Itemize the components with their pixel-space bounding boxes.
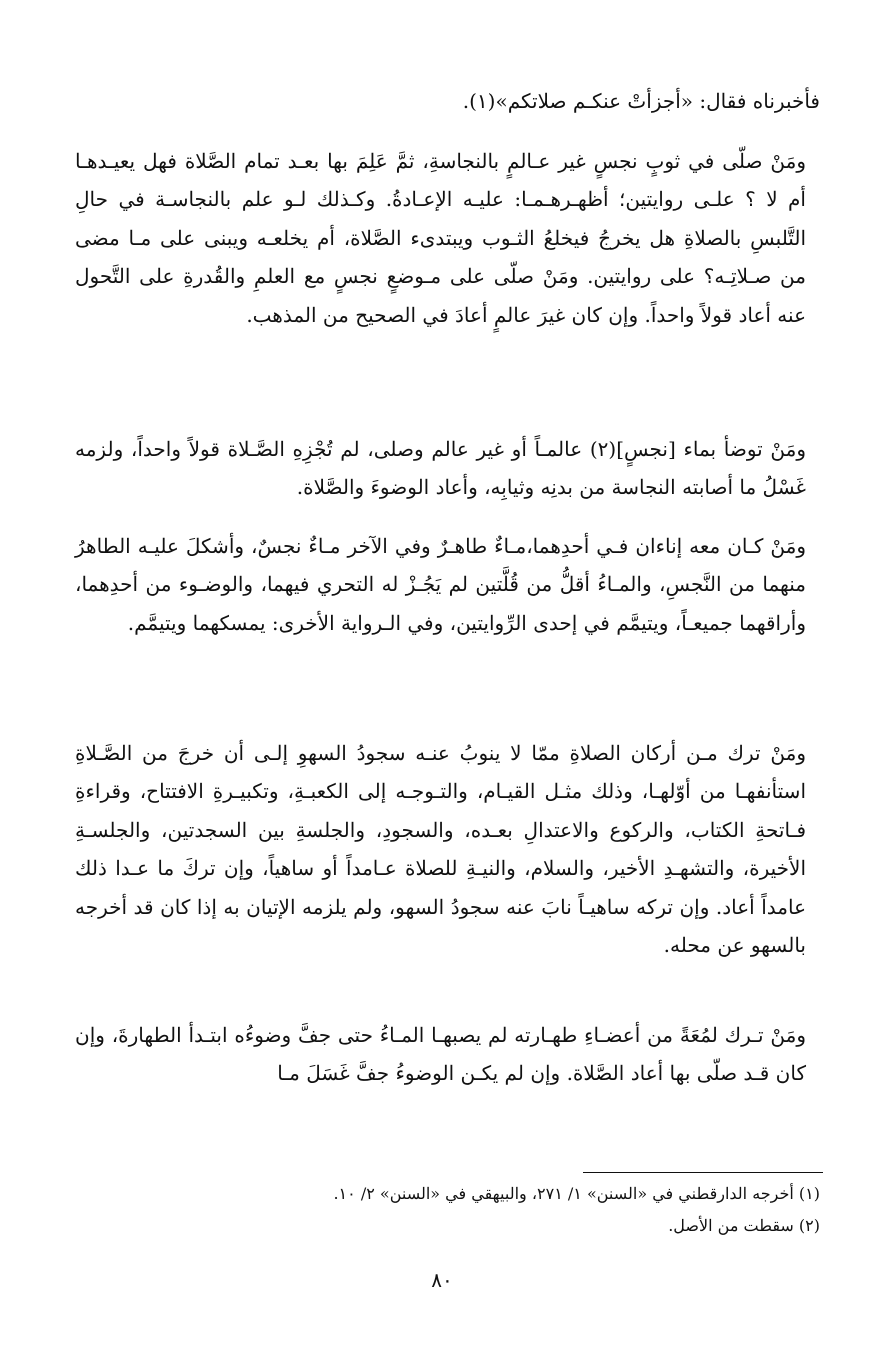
- paragraph-4-text: ومَنْ كـان معه إناءان فـي أحدِهما،مـاءٌ طاهـرٌ وفي الآخر مـاءٌ نجسٌ، وأشكلَ عليـه الطاهرُ منهما من النَّجسِ، والمـاءُ أقلُّ من قُلَّتين لم يَجُـزْ له التحري فيهما، والوضـوء من أحدِهما، وأراقهما جميعـاً، ويتيمَّم في إحدى الرِّوايتين، وفي الـرواية الأخرى: يمسكهما ويتيمَّم.: [75, 534, 806, 635]
- paragraph-4: [75, 527, 820, 642]
- footnote-2: (٢) سقطت من الأصل.: [668, 1216, 820, 1235]
- paragraph-3: [75, 430, 820, 507]
- footnote-separator: [583, 1172, 823, 1173]
- paragraph-5-text: ومَنْ ترك مـن أركان الصلاةِ ممّا لا ينوبُ عنـه سجودُ السهوِ إلـى أن خرجَ من الصَّـلاةِ استأنفهـا من أوّلهـا، وذلك مثـل القيـام، والتـوجـه إلى الكعبـةِ، وتكبيـرةِ الافتتاح، وقراءةِ فـاتحةِ الكتاب، والركوع والاعتدالِ بعـده، والسجودِ، والجلسةِ بين السجدتين، والجلسـةِ الأخيرة، والتشهـدِ الأخير، والسلام، والنيـةِ للصلاة عـامداً أو ساهياً، وإن تركَ ما عـدا ذلك عامداً أعاد. وإن تركه ساهيـاً نابَ عنه سجودُ السهو، ولم يلزمه الإتيان به إذا كان قد أخرجه بالسهو عن محله.: [75, 741, 806, 958]
- paragraph-1-text: فأخبرناه فقال: «أجزأتْ عنكـم صلاتكم»(١).: [462, 89, 820, 113]
- paragraph-6: [75, 1016, 820, 1093]
- footnotes: [250, 1178, 820, 1242]
- paragraph-5: [75, 734, 820, 964]
- paragraph-1: [75, 82, 820, 120]
- page-number: ٨٠: [431, 1268, 453, 1292]
- paragraph-2-text: ومَنْ صلّى في ثوبٍ نجسٍ غير عـالمٍ بالنجاسةِ، ثمَّ عَلِمَ بها بعـد تمام الصَّلاة فهل يعيـدهـا أم لا ؟ علـى روايتين؛ أظهـرهـمـا: عليـه الإعـادةُ. وكـذلك لـو علم بالنجاسـة في حالِ التَّلبسِ بالصلاةِ هل يخرجُ فيخلعُ الثـوب ويبتدىء الصَّلاة، أم يخلعـه ويبنى على مـا مضى من صـلاتِـه؟ على روايتين. ومَنْ صلّى على مـوضعٍ نجسٍ مع العلمِ والقُدرةِ على التَّحول عنه أعاد قولاً واحداً. وإن كان غيرَ عالمٍ أعادَ في الصحيح من المذهب.: [75, 149, 806, 327]
- paragraph-2: [75, 142, 820, 334]
- footnote-1: (١) أخرجه الدارقطني في «السنن» ١/ ٢٧١، والبيهقي في «السنن» ٢/ ١٠.: [333, 1184, 820, 1203]
- paragraph-6-text: ومَنْ تـرك لمُعَةً من أعضـاءِ طهـارته لم يصبهـا المـاءُ حتى جفَّ وضوءُه ابتـدأ الطهارةَ، وإن كان قـد صلّى بها أعاد الصَّلاة. وإن لم يكـن الوضوءُ جفَّ غَسَلَ مـا: [75, 1023, 806, 1086]
- paragraph-3-text: ومَنْ توضأ بماء [نجسٍ](٢) عالمـاً أو غير عالم وصلى، لم تُجْزِهِ الصَّـلاة قولاً واحداً، ولزمه غَسْلُ ما أصابته النجاسة من بدنِه وثيابِه، وأعاد الوضوءَ والصَّلاة.: [75, 437, 806, 500]
